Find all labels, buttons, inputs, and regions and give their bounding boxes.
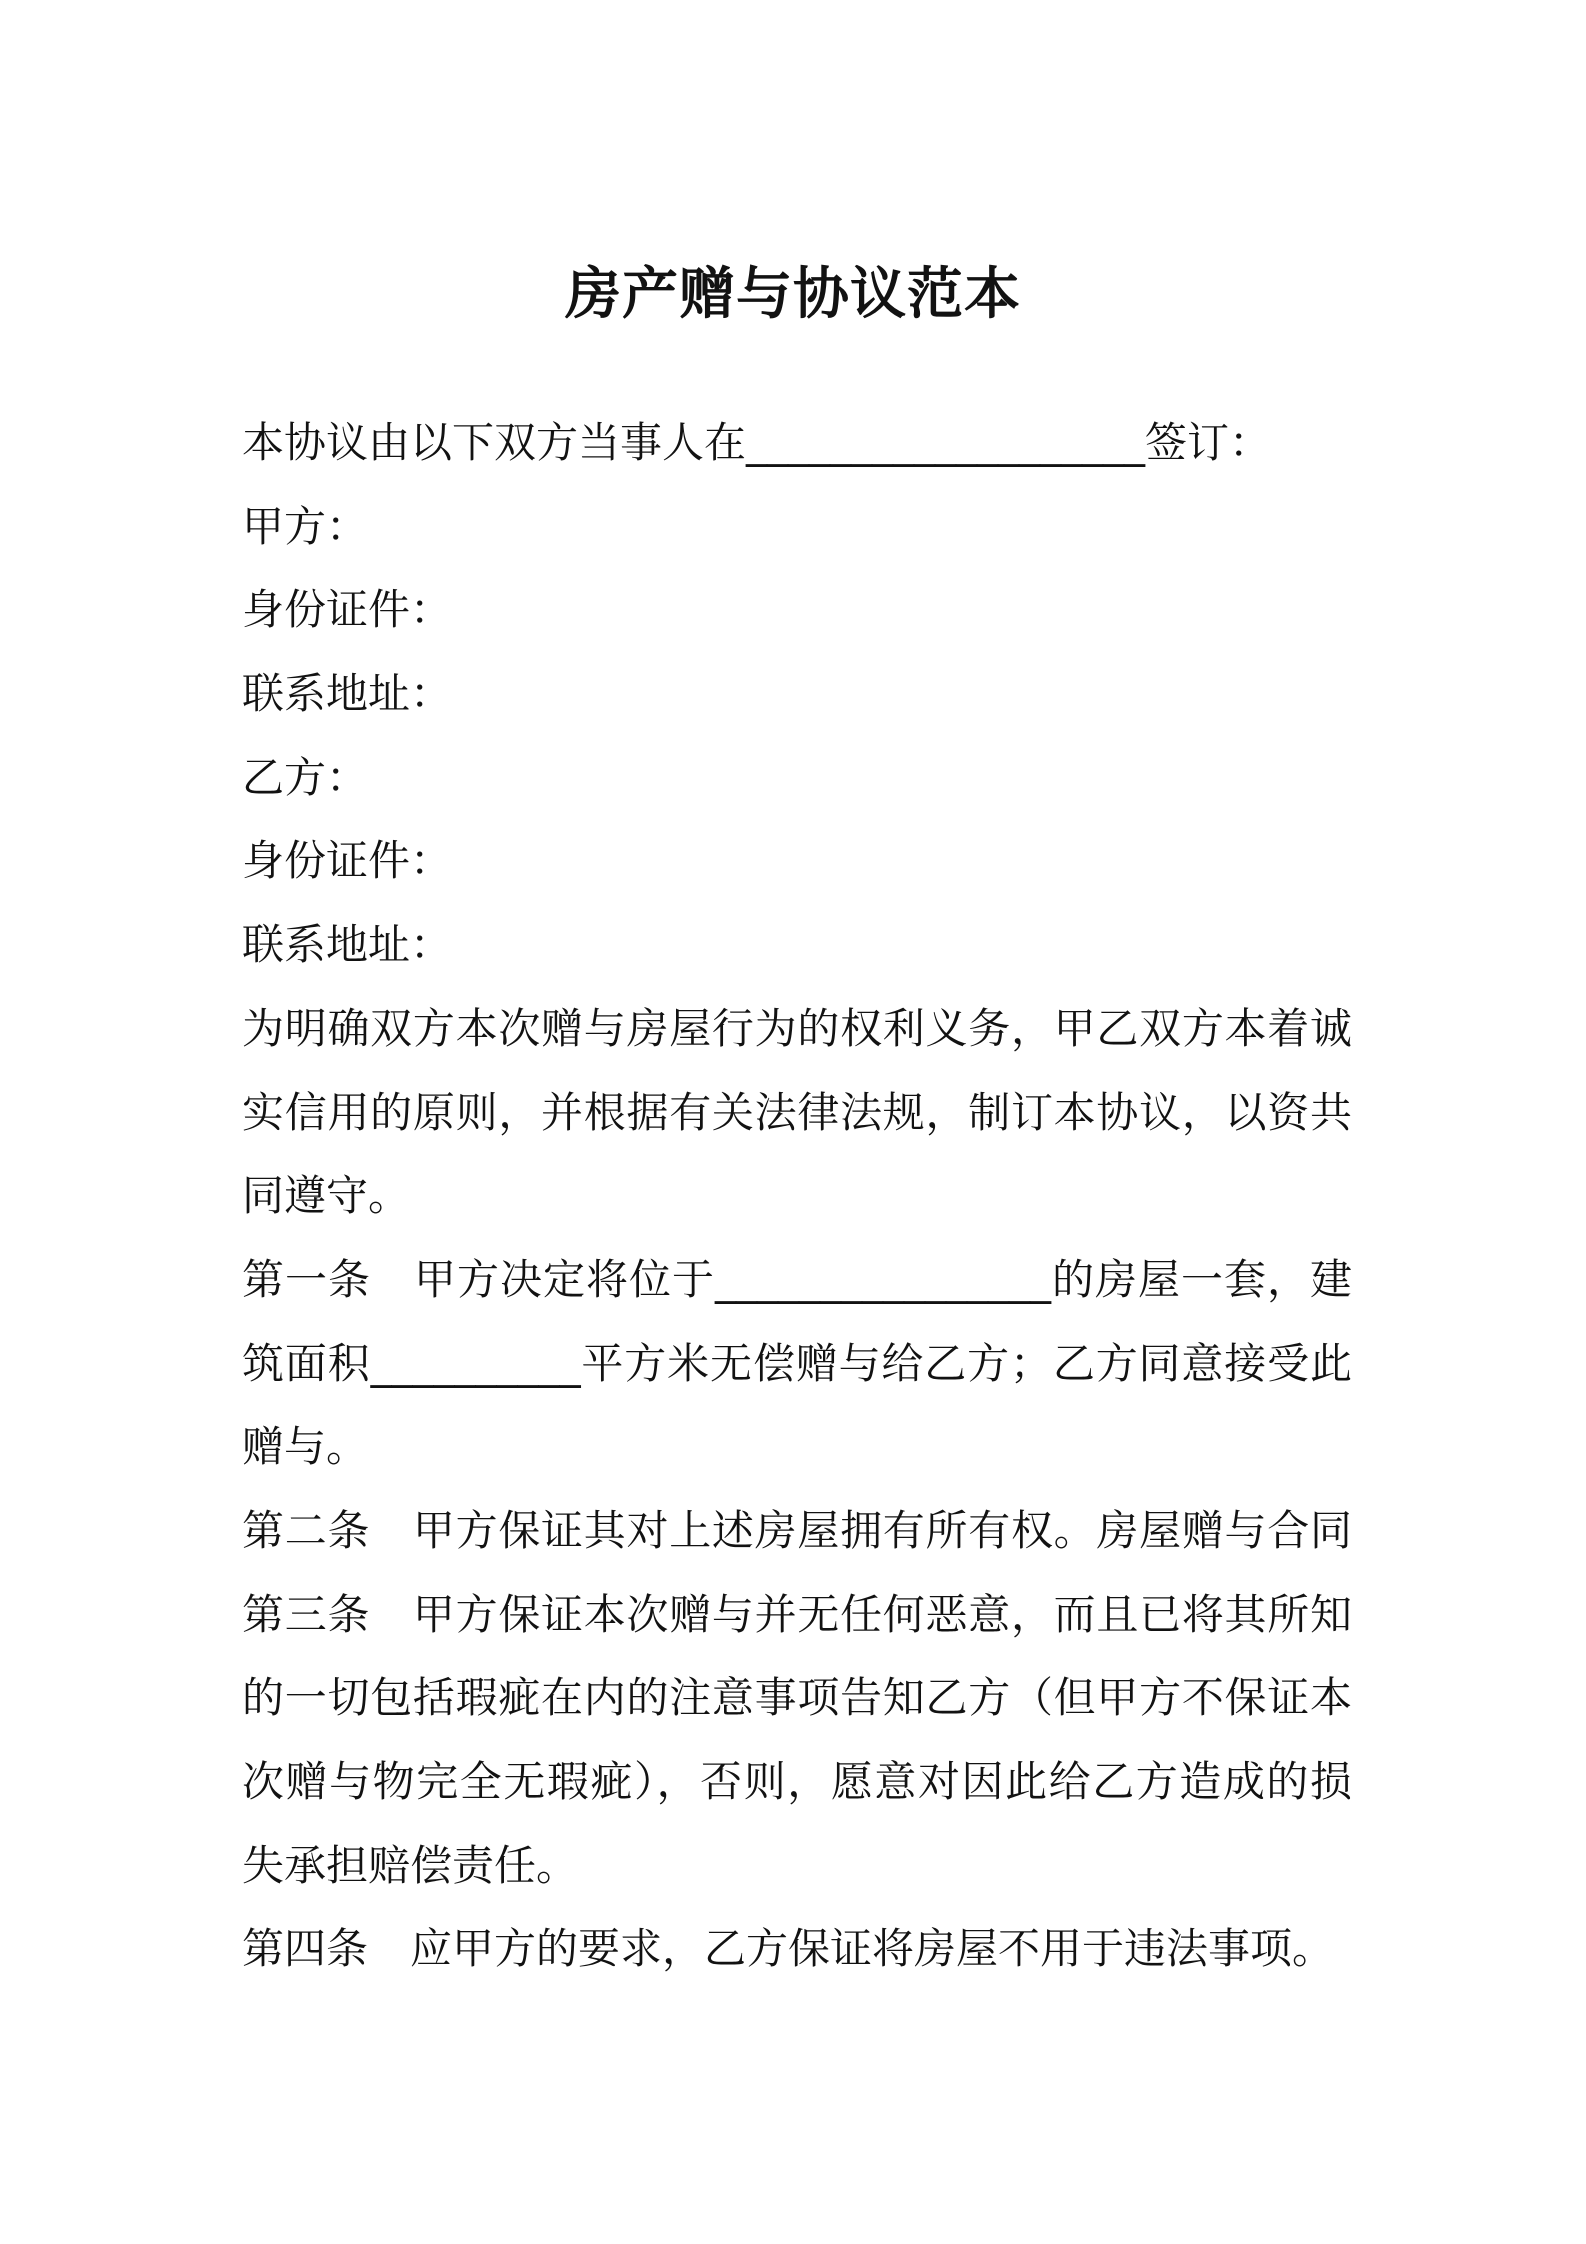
preamble-paragraph: [242, 987, 1352, 1238]
party-b-address-label: 联系地址：: [242, 920, 453, 970]
party-a-label: 甲方：: [242, 501, 369, 551]
party-b-id-label: 身份证件：: [242, 836, 453, 886]
article-line: 第四条 应甲方的要求，乙方保证将房屋不用于违法事项。: [242, 1924, 1335, 1974]
article-line: 失承担赔偿责任。: [242, 1840, 579, 1890]
party-a-id-label: 身份证件：: [242, 585, 453, 635]
article-line: 第三条 甲方保证本次赠与并无任何恶意，而且已将其所知: [242, 1589, 1352, 1639]
article-line: 第一条 甲方决定将位于________________的房屋一套，建: [242, 1254, 1352, 1304]
party-a-section: [242, 485, 1352, 736]
article-line: 的一切包括瑕疵在内的注意事项告知乙方（但甲方不保证本: [242, 1673, 1352, 1723]
document-body: [242, 401, 1352, 1991]
article-line: 筑面积__________平方米无偿赠与给乙方；乙方同意接受此: [242, 1338, 1352, 1388]
party-b-label: 乙方：: [242, 752, 369, 802]
party-b-section: [242, 736, 1352, 987]
preamble-line: 为明确双方本次赠与房屋行为的权利义务，甲乙双方本着诚: [242, 1003, 1352, 1053]
article-line: 第二条 甲方保证其对上述房屋拥有所有权。房屋赠与合同: [242, 1505, 1352, 1555]
article-3: [242, 1573, 1352, 1908]
article-4: [242, 1907, 1352, 1991]
preamble-line: 同遵守。: [242, 1171, 411, 1221]
article-line: 赠与。: [242, 1422, 369, 1472]
party-a-address-label: 联系地址：: [242, 669, 453, 719]
intro-line: 本协议由以下双方当事人在___________________签订：: [242, 418, 1272, 467]
article-1: [242, 1238, 1352, 1489]
document-title: 房产赠与协议范本: [565, 262, 1021, 327]
article-line: 次赠与物完全无瑕疵），否则，愿意对因此给乙方造成的损: [242, 1757, 1352, 1806]
article-2: [242, 1489, 1352, 1573]
preamble-line: 实信用的原则，并根据有关法律法规，制订本协议，以资共: [242, 1087, 1352, 1137]
